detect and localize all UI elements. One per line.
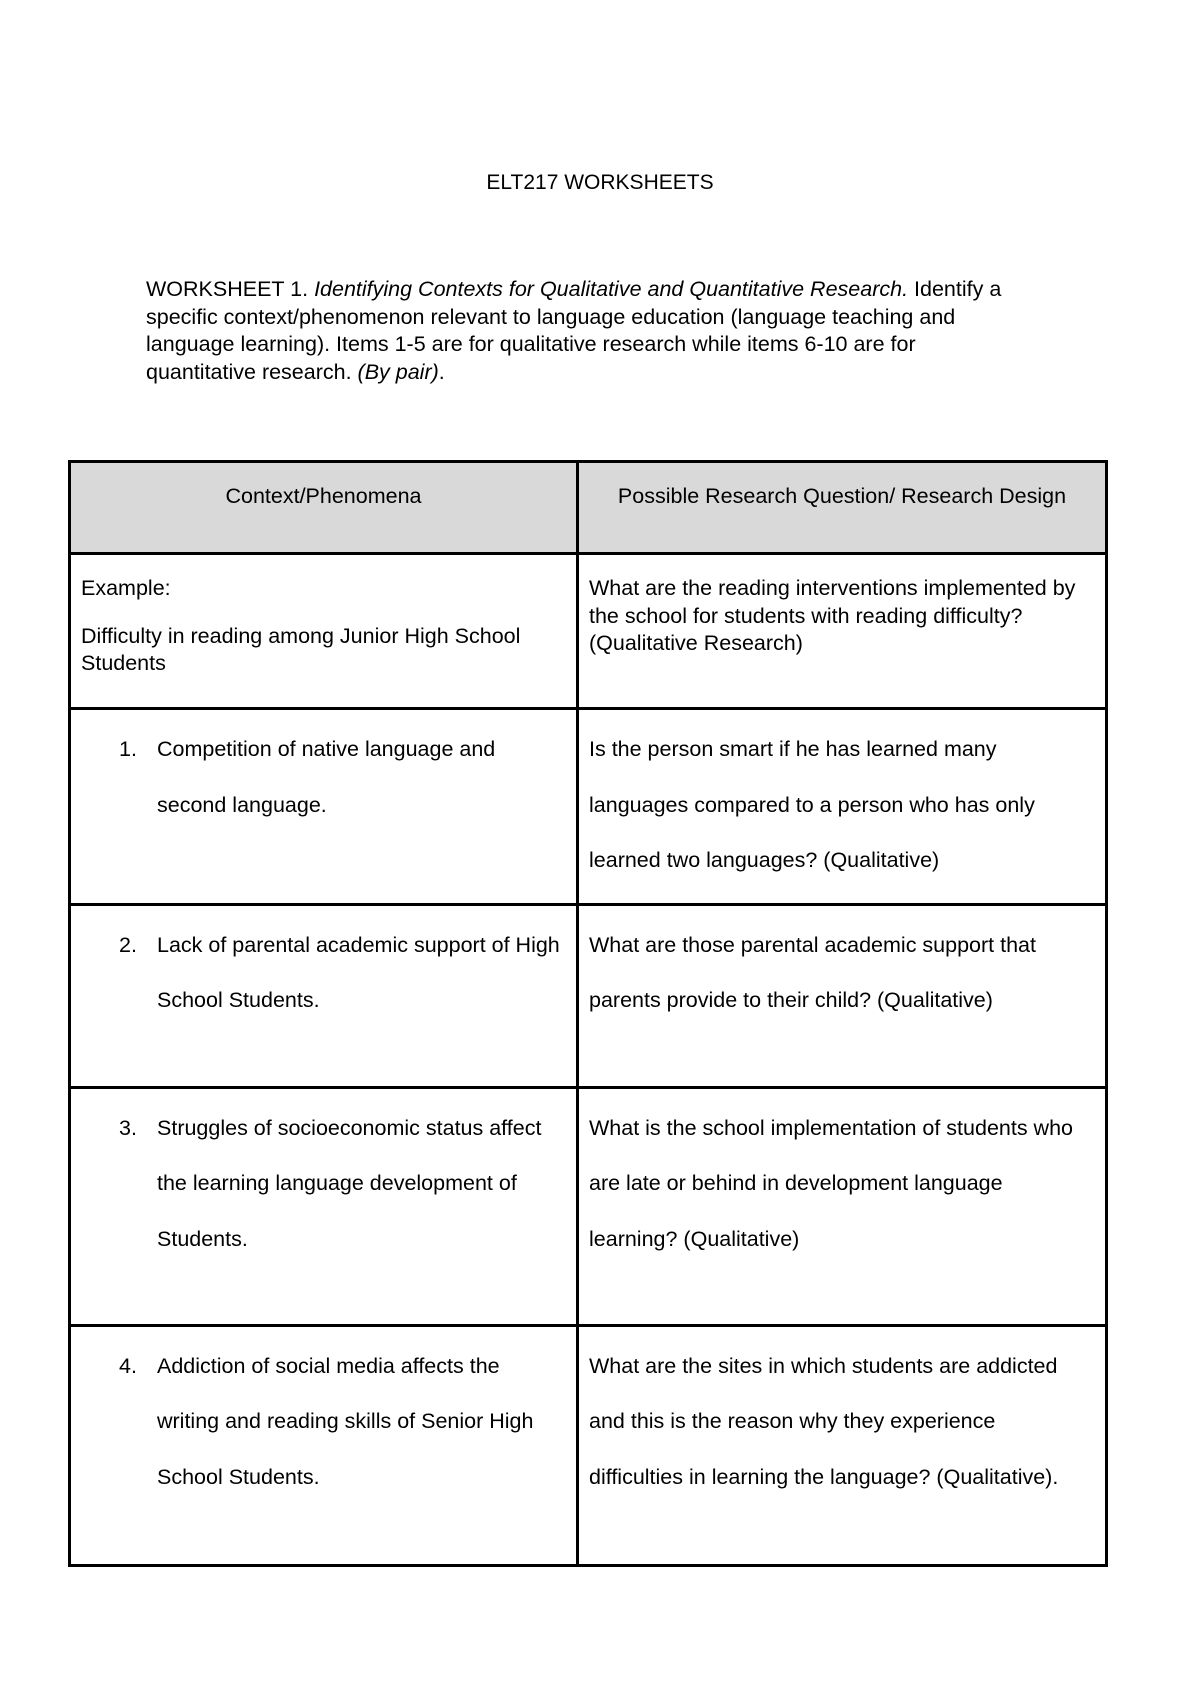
item-context: Competition of native language and second language. (157, 737, 496, 817)
worksheet-instruction-text: Identify a specific context/phenomenon relevant to language education (language teaching and language learning). Items 1-5 are for qualitative research while items 6-10 are for quantitative research. (146, 277, 1002, 384)
table-row (70, 1087, 1107, 1325)
worksheet-end-punct: . (438, 359, 445, 384)
worksheet-label: WORKSHEET 1. (146, 277, 309, 301)
item-question: What is the school implementation of students who are late or behind in development language learning? (Qualitative) (589, 1115, 1074, 1251)
item-question: What are those parental academic support that parents provide to their child? (Qualitative) (589, 932, 1036, 1012)
item-number: 2. (119, 932, 137, 957)
header-context: Context/Phenomena (70, 462, 578, 554)
worksheet-title: Identifying Contexts for Qualitative and Quantitative Research. (314, 277, 909, 301)
question-cell (578, 1087, 1107, 1325)
item-number: 3. (119, 1115, 137, 1140)
worksheet-note: (By pair) (357, 359, 439, 384)
example-question-cell (578, 554, 1107, 709)
item-context: Lack of parental academic support of High School Students. (157, 932, 560, 1012)
example-context-cell (70, 554, 578, 709)
question-cell (578, 709, 1107, 905)
question-cell (578, 1325, 1107, 1565)
item-number: 1. (119, 737, 137, 761)
header-question: Possible Research Question/ Research Design (578, 462, 1107, 554)
table-row (70, 709, 1107, 905)
example-label: Example: (81, 576, 171, 600)
example-row (70, 554, 1107, 709)
table-header-row (70, 462, 1107, 554)
worksheet-table (68, 460, 1108, 1567)
context-cell (70, 709, 578, 905)
context-cell (70, 1325, 578, 1565)
item-question: What are the sites in which students are addicted and this is the reason why they experience difficulties in learning the language? (Qualitative). (589, 1353, 1059, 1489)
table-row (70, 1325, 1107, 1565)
question-cell (578, 904, 1107, 1087)
example-question: What are the reading interventions implemented by the school for students with reading difficulty? (Qualitative Research) (589, 576, 1076, 655)
table-row (70, 904, 1107, 1087)
item-number: 4. (119, 1353, 137, 1378)
context-cell (70, 904, 578, 1087)
item-context: Struggles of socioeconomic status affect the learning language development of Students. (157, 1115, 542, 1251)
context-cell (70, 1087, 578, 1325)
item-context: Addiction of social media affects the writing and reading skills of Senior High School Students. (157, 1353, 534, 1489)
document-title: ELT217 WORKSHEETS (486, 171, 714, 194)
example-context: Difficulty in reading among Junior High School Students (81, 623, 521, 675)
item-question: Is the person smart if he has learned many languages compared to a person who has only learned two languages? (Qualitative) (589, 737, 1035, 872)
worksheet-instructions (146, 276, 1006, 386)
